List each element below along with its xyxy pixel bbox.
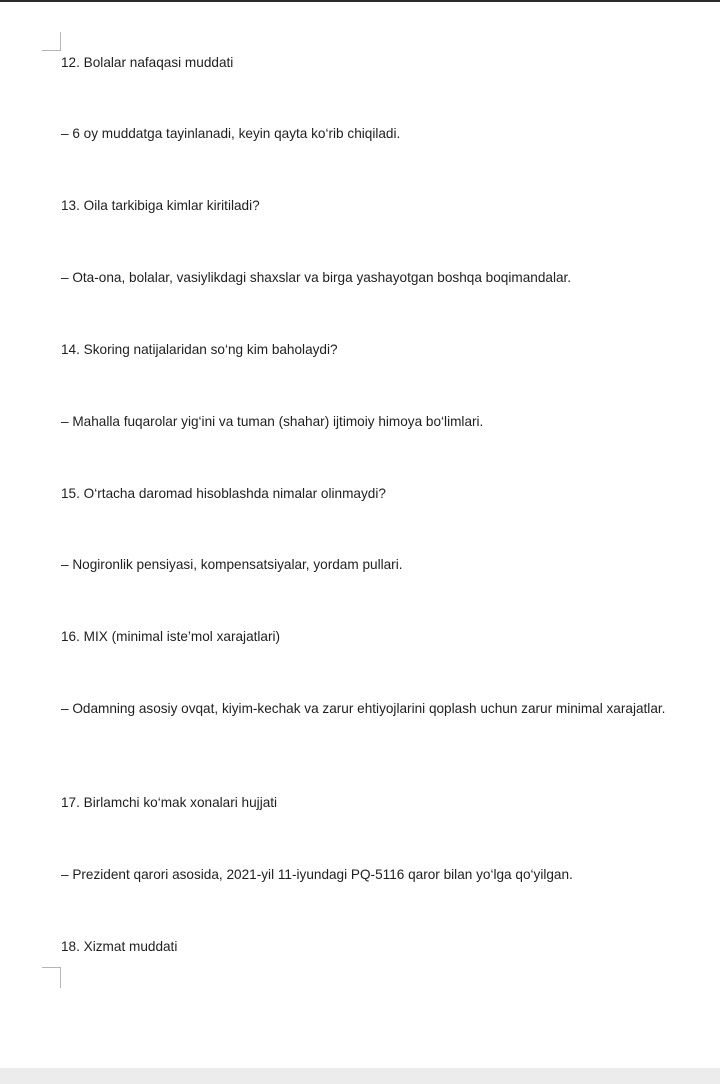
question-13: 13. Oila tarkibiga kimlar kiritiladi?: [61, 198, 260, 213]
question-14: 14. Skoring natijalaridan so‘ng kim baholaydi?: [61, 342, 338, 357]
document-page: [0, 2, 720, 1068]
question-12: 12. Bolalar nafaqasi muddati: [61, 55, 234, 70]
page-margin-corner-top: [42, 32, 61, 51]
question-17: 17. Birlamchi ko‘mak xonalari hujjati: [61, 795, 278, 810]
question-15: 15. O‘rtacha daromad hisoblashda nimalar olinmaydi?: [61, 486, 386, 501]
answer-12: – 6 oy muddatga tayinlanadi, keyin qayta ko‘rib chiqiladi.: [61, 126, 401, 141]
question-16: 16. MIX (minimal iste’mol xarajatlari): [61, 629, 281, 644]
answer-13: – Ota-ona, bolalar, vasiylikdagi shaxslar va birga yashayotgan boshqa boqimandalar.: [61, 270, 572, 285]
answer-16: – Odamning asosiy ovqat, kiyim-kechak va zarur ehtiyojlarini qoplash uchun zarur minimal xarajatlar.: [61, 701, 666, 716]
answer-17: – Prezident qarori asosida, 2021-yil 11-iyundagi PQ-5116 qaror bilan yo‘lga qo‘yilgan.: [61, 867, 573, 882]
question-18: 18. Xizmat muddati: [61, 939, 178, 954]
answer-15: – Nogironlik pensiyasi, kompensatsiyalar, yordam pullari.: [61, 557, 403, 572]
page-margin-corner-bottom: [42, 967, 61, 988]
answer-14: – Mahalla fuqarolar yig‘ini va tuman (shahar) ijtimoiy himoya bo‘limlari.: [61, 414, 484, 429]
